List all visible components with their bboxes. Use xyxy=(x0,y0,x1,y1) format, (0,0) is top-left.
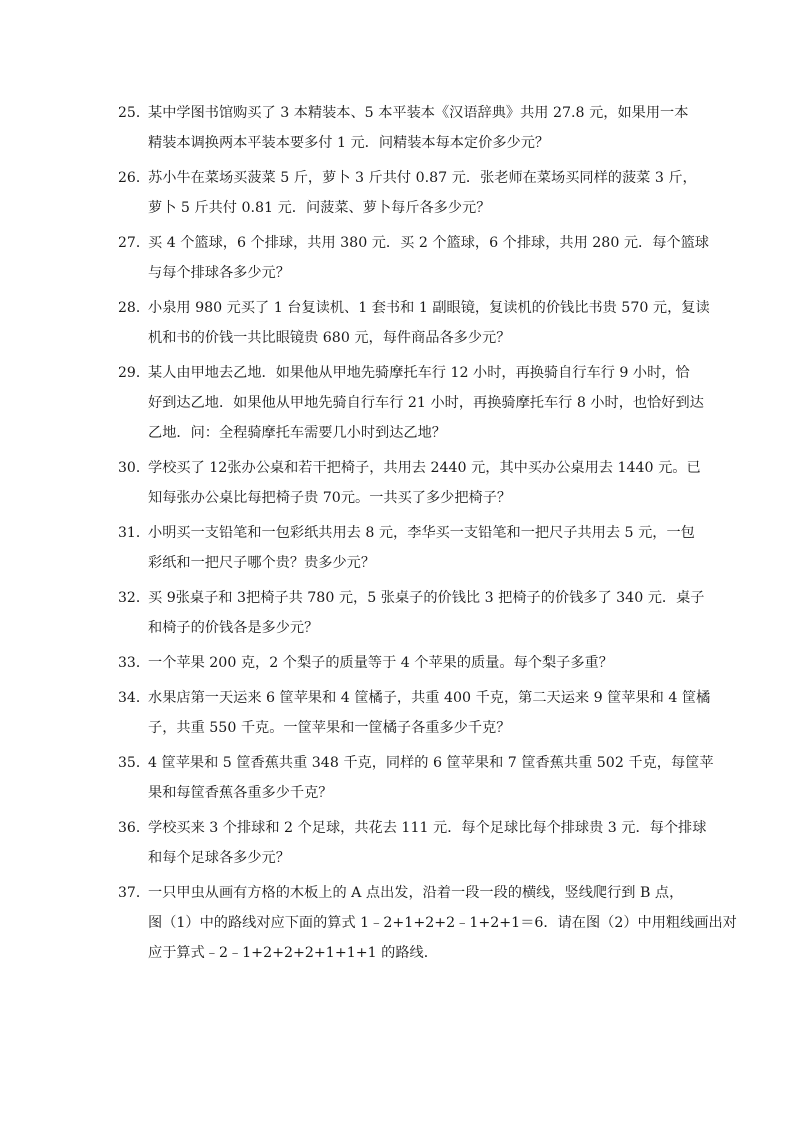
problem-text-line: 好到达乙地．如果他从甲地先骑自行车行 21 小时，再换骑摩托车行 8 小时，也恰好到达 xyxy=(148,395,704,411)
problem-29 xyxy=(118,358,704,448)
problem-number: 36． xyxy=(118,820,150,836)
problem-number: 30． xyxy=(118,460,150,476)
problem-text xyxy=(118,293,710,353)
problem-text-line: 买 9张桌子和 3把椅子共 780 元，5 张桌子的价钱比 3 把椅子的价钱多了 340 元．桌子 xyxy=(148,590,705,606)
problem-number: 28． xyxy=(118,300,150,316)
problem-text-line: 水果店第一天运来 6 筐苹果和 4 筐橘子，共重 400 千克，第二天运来 9 筐苹果和 4 筐橘 xyxy=(148,690,711,706)
problem-number: 31． xyxy=(118,525,150,541)
problem-text-line: 某中学图书馆购买了 3 本精装本、5 本平装本《汉语辞典》共用 27.8 元，如果用一本 xyxy=(148,105,689,121)
problem-text-line: 应于算式﹣2﹣1+2+2+2+1+1+1 的路线． xyxy=(148,945,438,961)
problem-text xyxy=(118,878,737,968)
problem-text-line: 某人由甲地去乙地．如果他从甲地先骑摩托车行 12 小时，再换骑自行车行 9 小时，恰 xyxy=(148,365,690,381)
problem-number: 25． xyxy=(118,105,150,121)
problem-text-line: 子，共重 550 千克。一筐苹果和一筐橘子各重多少千克？ xyxy=(148,720,511,736)
problem-text xyxy=(118,813,707,873)
problem-text xyxy=(118,583,704,643)
problem-number: 26． xyxy=(118,170,150,186)
problem-text-line: 小泉用 980 元买了 1 台复读机、1 套书和 1 副眼镜，复读机的价钱比书贵 570 元，复读 xyxy=(148,300,710,316)
problem-36 xyxy=(118,813,707,873)
problem-number: 29． xyxy=(118,365,150,381)
problem-number: 32． xyxy=(118,590,150,606)
problem-text-line: 学校买了 12张办公桌和若干把椅子，共用去 2440 元，其中买办公桌用去 1440 元。已 xyxy=(148,460,701,476)
problem-37 xyxy=(118,878,737,968)
problem-text-line: 精装本调换两本平装本要多付 1 元．问精装本每本定价多少元？ xyxy=(148,135,550,151)
problem-number: 34． xyxy=(118,690,150,706)
problem-31 xyxy=(118,518,704,578)
problem-text-line: 知每张办公桌比每把椅子贵 70元。一共买了多少把椅子？ xyxy=(148,490,512,506)
problem-34 xyxy=(118,683,711,743)
problem-text xyxy=(118,358,704,448)
problem-text xyxy=(118,98,704,158)
problem-text-line: 图（1）中的路线对应下面的算式 1﹣2+1+2+2﹣1+2+1＝6．请在图（2）中用粗线画出对 xyxy=(148,915,737,931)
problem-number: 33． xyxy=(118,655,150,671)
problem-text xyxy=(118,228,709,288)
problem-text-line: 萝卜 5 斤共付 0.81 元．问菠菜、萝卜每斤各多少元？ xyxy=(148,200,491,216)
problem-text xyxy=(118,518,704,578)
problem-26 xyxy=(118,163,704,223)
problem-text-line: 彩纸和一把尺子哪个贵？贵多少元？ xyxy=(148,555,376,571)
problem-number: 27． xyxy=(118,235,150,251)
problem-27 xyxy=(118,228,709,288)
problem-text-line: 买 4 个篮球，6 个排球，共用 380 元．买 2 个篮球，6 个排球，共用 280 元．每个篮球 xyxy=(148,235,709,251)
problem-number: 35． xyxy=(118,755,150,771)
problem-text-line: 与每个排球各多少元？ xyxy=(148,265,290,281)
problem-28 xyxy=(118,293,710,353)
problem-text xyxy=(118,453,704,513)
problem-33 xyxy=(118,648,704,678)
problem-number: 37． xyxy=(118,885,150,901)
problem-text-line: 机和书的价钱一共比眼镜贵 680 元，每件商品各多少元？ xyxy=(148,330,511,346)
problem-text xyxy=(118,683,711,743)
problem-30 xyxy=(118,453,704,513)
problem-text-line: 乙地．问：全程骑摩托车需要几小时到达乙地？ xyxy=(148,425,446,441)
problem-32 xyxy=(118,583,704,643)
problem-text-line: 和椅子的价钱各是多少元？ xyxy=(148,620,319,636)
problem-25 xyxy=(118,98,704,158)
problem-text-line: 学校买来 3 个排球和 2 个足球，共花去 111 元．每个足球比每个排球贵 3 元．每个排球 xyxy=(148,820,707,836)
problem-text-line: 苏小牛在菜场买菠菜 5 斤，萝卜 3 斤共付 0.87 元．张老师在菜场买同样的菠菜 3 斤， xyxy=(148,170,697,186)
problem-text xyxy=(118,163,704,223)
problem-text-line: 果和每筐香蕉各重多少千克？ xyxy=(148,785,333,801)
problem-35 xyxy=(118,748,714,808)
problem-text-line: 和每个足球各多少元？ xyxy=(148,850,290,866)
problem-text-line: 一只甲虫从画有方格的木板上的 A 点出发，沿着一段一段的横线，竖线爬行到 B 点， xyxy=(148,885,684,901)
problem-text xyxy=(118,748,714,808)
problem-text-line: 一个苹果 200 克，2 个梨子的质量等于 4 个苹果的质量。每个梨子多重？ xyxy=(148,655,613,671)
problem-text-line: 小明买一支铅笔和一包彩纸共用去 8 元，李华买一支铅笔和一把尺子共用去 5 元，一包 xyxy=(148,525,695,541)
problem-text-line: 4 筐苹果和 5 筐香蕉共重 348 千克，同样的 6 筐苹果和 7 筐香蕉共重 502 千克，每筐苹 xyxy=(148,755,714,771)
problem-text xyxy=(118,648,704,678)
